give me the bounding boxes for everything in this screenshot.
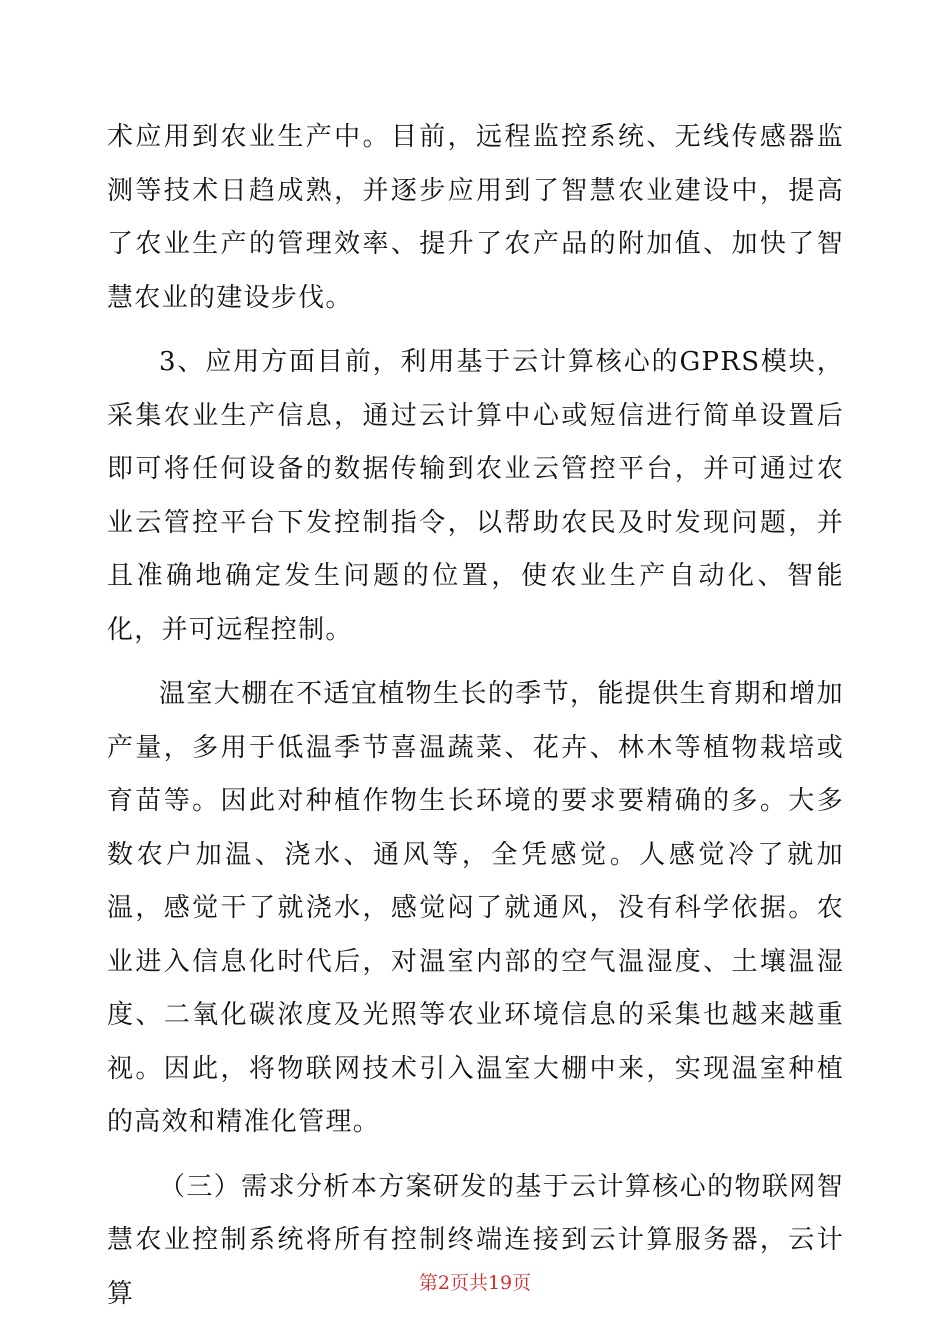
- page-number-footer: 第2页共19页: [418, 1272, 532, 1294]
- document-body: [107, 111, 844, 1332]
- paragraph-requirements: （三）需求分析本方案研发的基于云计算核心的物联网智慧农业控制系统将所有控制终端连接到云计算服务器，云计算: [107, 1171, 844, 1309]
- paragraph-application: 3、应用方面目前，利用基于云计算核心的GPRS模块，采集农业生产信息，通过云计算中心或短信进行简单设置后即可将任何设备的数据传输到农业云管控平台，并可通过农业云管控平台下发控制指令，以帮助农民及时发现问题，并且准确地确定发生问题的位置，使农业生产自动化、智能化，并可远程控制。: [107, 347, 844, 645]
- paragraph-continued: 术应用到农业生产中。目前，远程监控系统、无线传感器监测等技术日趋成熟，并逐步应用到了智慧农业建设中，提高了农业生产的管理效率、提升了农产品的附加值、加快了智慧农业的建设步伐。: [107, 122, 844, 313]
- paragraph-greenhouse: 温室大棚在不适宜植物生长的季节，能提供生育期和增加产量，多用于低温季节喜温蔬菜、花卉、林木等植物栽培或育苗等。因此对种植作物生长环境的要求要精确的多。大多数农户加温、浇水、通风等，全凭感觉。人感觉冷了就加温，感觉干了就浇水，感觉闷了就通风，没有科学依据。农业进入信息化时代后，对温室内部的空气温湿度、土壤温湿度、二氧化碳浓度及光照等农业环境信息的采集也越来越重视。因此，将物联网技术引入温室大棚中来，实现温室种植的高效和精准化管理。: [107, 679, 844, 1137]
